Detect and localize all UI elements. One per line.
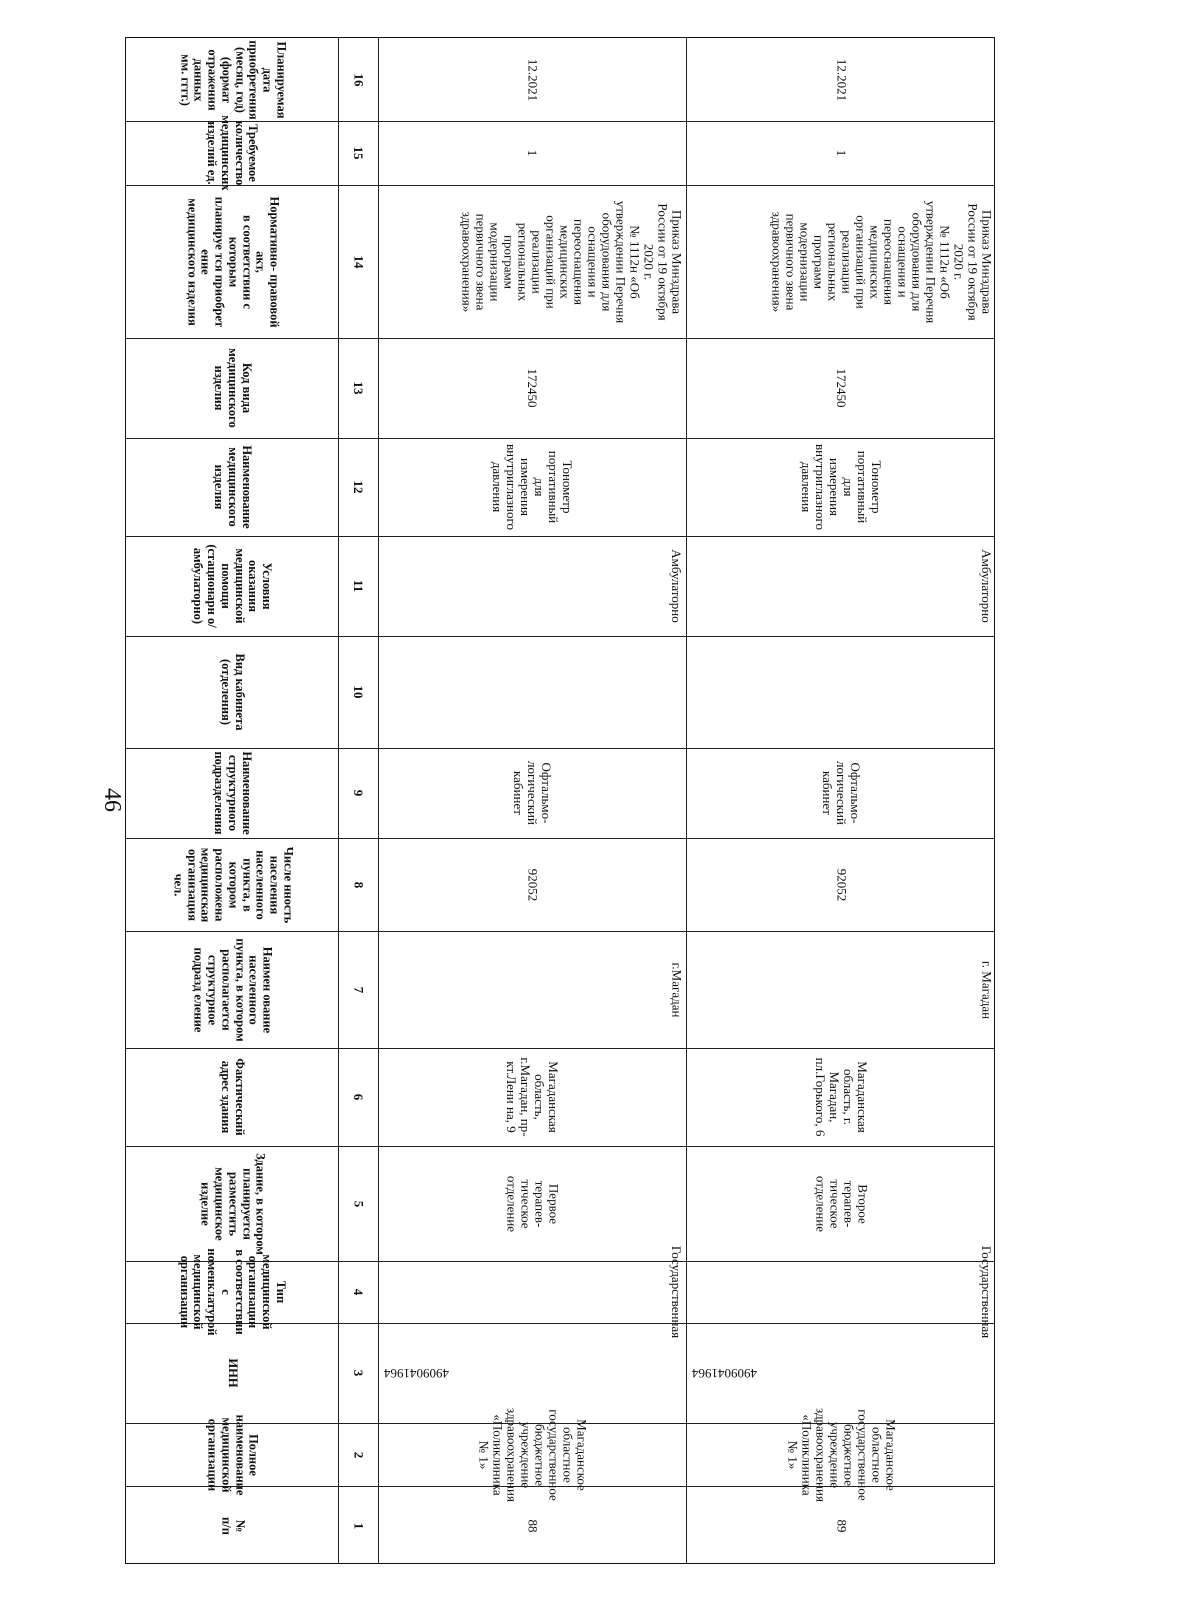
col-9-number-cell bbox=[338, 748, 378, 838]
quantity-88-cell bbox=[378, 121, 686, 185]
col-12-header-cell bbox=[126, 438, 338, 536]
building-88-cell bbox=[378, 1146, 686, 1261]
org-type-89-cell bbox=[686, 1245, 996, 1339]
col-12-number-cell bbox=[338, 438, 378, 536]
settlement-88-cell bbox=[378, 931, 686, 1048]
col-8-number-cell bbox=[338, 838, 378, 931]
col-16-number: 16 bbox=[351, 73, 366, 86]
col-5-number-cell bbox=[338, 1146, 378, 1261]
building-89: Второе терапев- тическое отделение bbox=[812, 1175, 871, 1232]
col-2-number-cell bbox=[338, 1423, 378, 1486]
col-3-number-cell bbox=[338, 1323, 378, 1423]
col-13-header-cell bbox=[126, 338, 338, 438]
col-13-number-cell bbox=[338, 338, 378, 438]
row-number-89-cell bbox=[686, 1486, 996, 1565]
col-15-number: 15 bbox=[351, 146, 366, 160]
quantity-89: 1 bbox=[834, 149, 850, 157]
org-name-89: Магаданское областное государственное бюджетное учреждение здравоохранения «Поликлиника № 1» bbox=[784, 1407, 899, 1502]
care-conditions-88-cell bbox=[378, 536, 686, 636]
col-1-number-cell bbox=[338, 1486, 378, 1565]
col-9-number: 9 bbox=[351, 789, 366, 797]
col-5-header: Здание, в котором планируется разместить медицинское изделие bbox=[198, 1152, 268, 1255]
col-3-header-cell bbox=[126, 1323, 338, 1423]
col-14-header-cell bbox=[126, 185, 338, 338]
col-6-number-cell bbox=[338, 1048, 378, 1146]
col-10-header: Вид кабинета (отделения) bbox=[219, 653, 247, 731]
col-6-number: 6 bbox=[351, 1093, 366, 1101]
col-11-header-cell bbox=[126, 536, 338, 636]
device-code-89-cell bbox=[686, 338, 996, 438]
col-2-header-cell bbox=[126, 1414, 338, 1495]
page-number: 46 bbox=[99, 788, 125, 812]
cabinet-type-89-cell bbox=[686, 636, 996, 748]
col-16-header: Планируемая дата приобретения (месяц, год) (формат отражения данных мм. гггг.) bbox=[177, 39, 288, 120]
building-89-cell bbox=[686, 1146, 996, 1261]
col-8-header-cell bbox=[126, 838, 338, 931]
col-4-number-cell bbox=[338, 1261, 378, 1323]
purchase-date-89-cell bbox=[686, 38, 996, 121]
col-15-header: Требуемое количество медицинских изделий ед. bbox=[205, 115, 261, 191]
col-1-header-cell bbox=[126, 1486, 338, 1565]
building-address-88: Магаданская область, г.Магадан, пр- кт.Лени на, 9 bbox=[503, 1057, 562, 1137]
org-type-88: Государственная bbox=[669, 1245, 684, 1339]
org-type-88-cell bbox=[378, 1245, 686, 1339]
col-13-header: Код вида медицинского изделия bbox=[212, 348, 254, 428]
org-name-88: Магаданское областное государственное бюджетное учреждение здравоохранения «Поликлиника № 1» bbox=[475, 1407, 590, 1502]
col-9-header-cell bbox=[126, 748, 338, 838]
col-7-header-cell bbox=[126, 931, 338, 1048]
col-7-number: 7 bbox=[351, 986, 366, 993]
population-88-cell bbox=[378, 838, 686, 931]
col-1-number: 1 bbox=[351, 1522, 366, 1529]
device-name-88-cell bbox=[378, 438, 686, 536]
structural-unit-89: Офтальмо- логический кабинет bbox=[819, 761, 864, 825]
col-16-header-cell bbox=[126, 38, 338, 121]
building-address-89-cell bbox=[686, 1048, 996, 1146]
col-7-header: Наимен ование населенного пункта, в котором располагается структурное подразд еление bbox=[191, 937, 275, 1042]
col-10-number: 10 bbox=[351, 685, 366, 699]
building-address-89: Магаданская область, г. Магадан, пл.Горького, 6 bbox=[812, 1057, 871, 1137]
legal-act-89: Приказ Минздрава России от 19 октября 2020 г. № 1112н «Об утверждении Перечня оборудования для оснащения и переоснащения медицинских организаций при реализации региональных программ модернизации первичного звена здравоохранения» bbox=[768, 200, 994, 323]
device-code-88-cell bbox=[378, 338, 686, 438]
device-name-88: Тонометр портативный для измерения внутриглазного давления bbox=[489, 444, 576, 530]
col-8-number: 8 bbox=[351, 881, 366, 888]
col-14-number-cell bbox=[338, 185, 378, 338]
col-6-header-cell bbox=[126, 1048, 338, 1146]
org-name-89-cell bbox=[686, 1407, 996, 1502]
col-15-number-cell bbox=[338, 121, 378, 185]
legal-act-88-cell bbox=[378, 185, 686, 338]
row-number-88: 88 bbox=[525, 1519, 541, 1532]
col-4-header: Тип медицинской организации в соответствии с номенклатурой медицинской организации bbox=[177, 1248, 288, 1336]
col-6-header: Фактический адрес здания bbox=[219, 1058, 247, 1136]
population-89: 92052 bbox=[834, 868, 850, 901]
building-88: Первое терапев- тическое отделение bbox=[503, 1175, 562, 1232]
medical-equipment-table bbox=[125, 37, 995, 1564]
purchase-date-89: 12.2021 bbox=[834, 58, 850, 101]
col-5-header-cell bbox=[126, 1146, 338, 1261]
purchase-date-88: 12.2021 bbox=[525, 58, 541, 101]
col-4-number: 4 bbox=[351, 1288, 366, 1296]
col-12-header: Наименование медицинского изделия bbox=[212, 445, 254, 529]
device-code-89: 172450 bbox=[834, 368, 850, 408]
cabinet-type-88 bbox=[381, 639, 683, 745]
inn-value: 4909041964 bbox=[692, 1366, 757, 1381]
row-number-88-cell bbox=[378, 1486, 686, 1565]
col-5-number: 5 bbox=[351, 1200, 366, 1207]
population-88: 92052 bbox=[525, 868, 541, 901]
settlement-89: г. Магадан bbox=[979, 960, 994, 1019]
col-15-header-cell bbox=[126, 115, 338, 191]
structural-unit-88-cell bbox=[378, 748, 686, 838]
col-16-number-cell bbox=[338, 38, 378, 121]
cabinet-type-88-cell bbox=[378, 636, 686, 748]
population-89-cell bbox=[686, 838, 996, 931]
inn-value: 4909041964 bbox=[384, 1366, 449, 1381]
structural-unit-88: Офтальмо- логический кабинет bbox=[510, 761, 555, 825]
quantity-89-cell bbox=[686, 121, 996, 185]
col-2-number: 2 bbox=[351, 1451, 366, 1458]
col-13-number: 13 bbox=[351, 381, 366, 395]
care-conditions-88: Амбулаторно bbox=[669, 549, 684, 623]
quantity-88: 1 bbox=[525, 149, 541, 157]
cabinet-type-89 bbox=[689, 639, 993, 745]
device-code-88: 172450 bbox=[525, 368, 541, 408]
care-conditions-89: Амбулаторно bbox=[979, 549, 994, 623]
col-7-number-cell bbox=[338, 931, 378, 1048]
col-8-header: Числе нность населения населенного пункта, в котором расположена медицинская организация чел. bbox=[170, 846, 295, 923]
settlement-88: г.Магадан bbox=[669, 962, 684, 1017]
settlement-89-cell bbox=[686, 931, 996, 1048]
col-3-header: ИНН bbox=[225, 1358, 240, 1388]
col-10-number-cell bbox=[338, 636, 378, 748]
col-10-header-cell bbox=[126, 636, 338, 748]
org-name-88-cell bbox=[378, 1407, 686, 1502]
col-11-number: 11 bbox=[351, 579, 366, 593]
col-14-header: Нормативно- правовой акт, в соответствии с которым планируе тся приобрет ение медицинского изделия bbox=[184, 195, 282, 328]
purchase-date-88-cell bbox=[378, 38, 686, 121]
legal-act-88: Приказ Минздрава России от 19 октября 2020 г. № 1112н «Об утверждении Перечня оборудования для оснащения и переоснащения медицинских организаций при реализации региональных программ модернизации первичного звена здравоохранения» bbox=[458, 200, 684, 323]
device-name-89-cell bbox=[686, 438, 996, 536]
col-12-number: 12 bbox=[351, 480, 366, 494]
building-address-88-cell bbox=[378, 1048, 686, 1146]
legal-act-89-cell bbox=[686, 185, 996, 338]
org-type-89: Государственная bbox=[979, 1245, 994, 1339]
col-9-header: Наименование структурного подразделения bbox=[212, 751, 254, 835]
row-number-89: 89 bbox=[834, 1519, 850, 1532]
col-11-number-cell bbox=[338, 536, 378, 636]
care-conditions-89-cell bbox=[686, 536, 996, 636]
col-2-header: Полное наименование медицинской организации bbox=[205, 1414, 261, 1495]
col-1-header: № п/п bbox=[219, 1516, 247, 1535]
device-name-89: Тонометр портативный для измерения внутриглазного давления bbox=[798, 444, 885, 530]
col-14-number: 14 bbox=[351, 255, 366, 268]
structural-unit-89-cell bbox=[686, 748, 996, 838]
col-3-number: 3 bbox=[351, 1369, 366, 1377]
col-4-header-cell bbox=[126, 1248, 338, 1336]
col-11-header: Условия оказания медицинской помощи (стационарн о/амбулаторно) bbox=[191, 544, 275, 628]
